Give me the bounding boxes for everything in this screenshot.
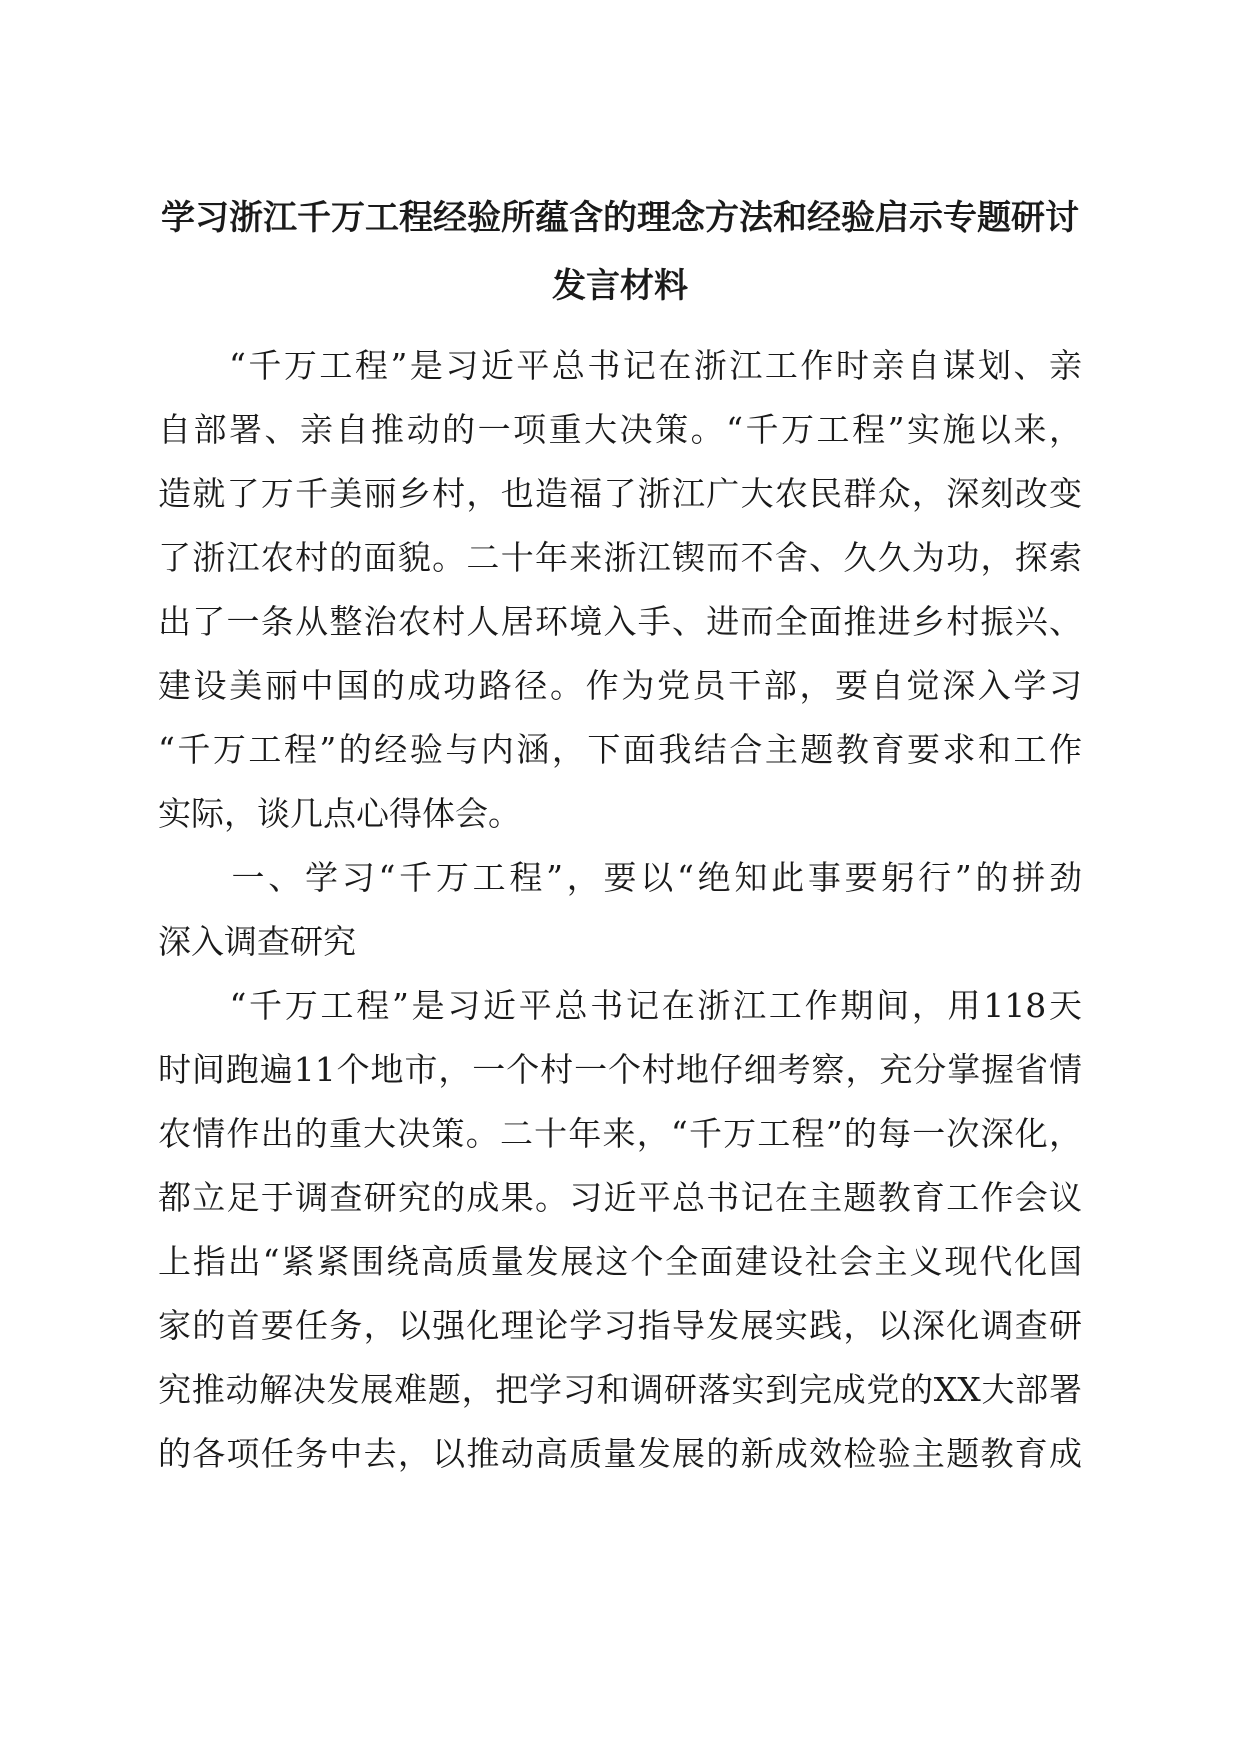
body-line: 出了一条从整治农村人居环境入手、进而全面推进乡村振兴、 <box>158 602 1082 641</box>
body-line: “千万工程”的经验与内涵，下面我结合主题教育要求和工作 <box>158 730 1082 769</box>
section-heading-line: 深入调查研究 <box>158 922 356 961</box>
section-heading-line: 一、学习“千万工程”，要以“绝知此事要躬行”的拼劲 <box>158 858 1082 897</box>
document-title-line-1: 学习浙江千万工程经验所蕴含的理念方法和经验启示专题研讨 <box>161 198 1079 238</box>
body-line: 时间跑遍11个地市，一个村一个村地仔细考察，充分掌握省情 <box>158 1050 1082 1089</box>
body-line: “千万工程”是习近平总书记在浙江工作时亲自谋划、亲 <box>158 346 1082 385</box>
document-title-line-2: 发言材料 <box>552 266 688 306</box>
body-line: “千万工程”是习近平总书记在浙江工作期间，用118天 <box>158 986 1082 1025</box>
body-line: 上指出“紧紧围绕高质量发展这个全面建设社会主义现代化国 <box>158 1242 1082 1281</box>
body-line: 的各项任务中去，以推动高质量发展的新成效检验主题教育成 <box>158 1434 1082 1473</box>
body-line: 实际，谈几点心得体会。 <box>158 794 521 833</box>
body-line: 家的首要任务，以强化理论学习指导发展实践，以深化调查研 <box>158 1306 1082 1345</box>
body-line: 造就了万千美丽乡村，也造福了浙江广大农民群众，深刻改变 <box>158 474 1082 513</box>
body-line: 自部署、亲自推动的一项重大决策。“千万工程”实施以来， <box>158 410 1082 449</box>
body-line: 农情作出的重大决策。二十年来，“千万工程”的每一次深化， <box>158 1114 1082 1153</box>
body-line: 建设美丽中国的成功路径。作为党员干部，要自觉深入学习 <box>158 666 1082 705</box>
body-line: 了浙江农村的面貌。二十年来浙江锲而不舍、久久为功，探索 <box>158 538 1082 577</box>
body-line: 都立足于调查研究的成果。习近平总书记在主题教育工作会议 <box>158 1178 1082 1217</box>
body-line: 究推动解决发展难题，把学习和调研落实到完成党的XX大部署 <box>158 1370 1082 1409</box>
